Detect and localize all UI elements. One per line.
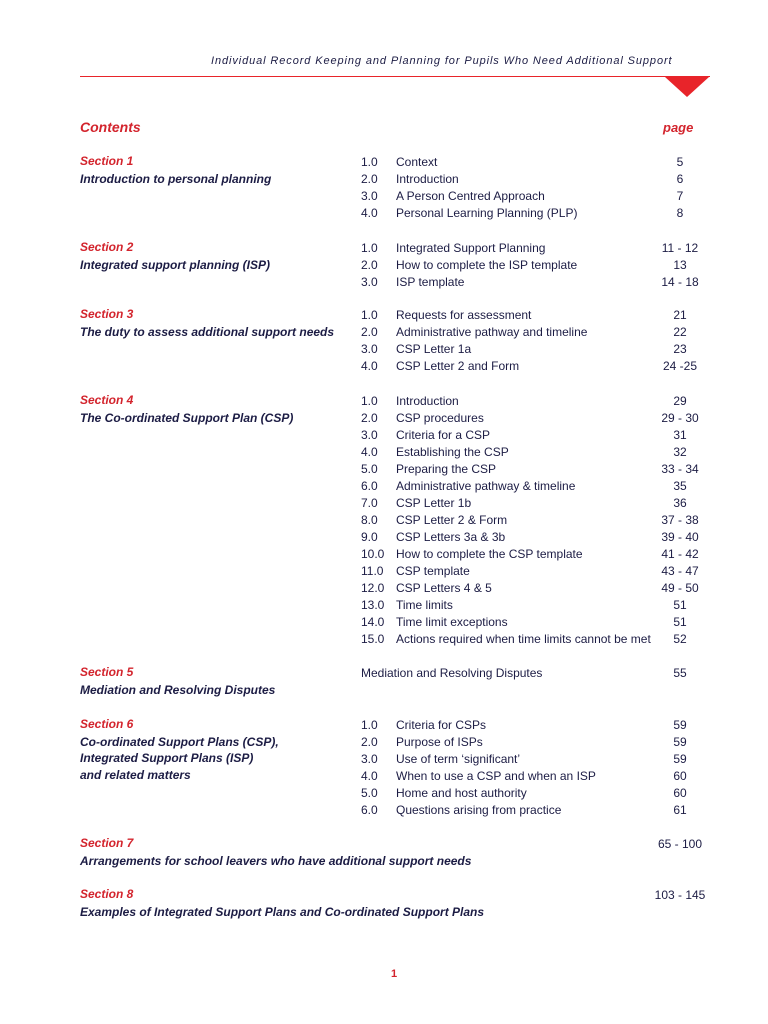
entry-title: CSP Letters 3a & 3b xyxy=(396,530,506,544)
toc-entry[interactable] xyxy=(0,580,768,597)
entry-number: 13.0 xyxy=(361,598,385,612)
entry-title: Personal Learning Planning (PLP) xyxy=(396,206,578,220)
entry-page: 49 - 50 xyxy=(661,581,699,595)
entry-page: 23 xyxy=(673,342,687,356)
entry-page: 35 xyxy=(673,479,687,493)
toc-entry[interactable] xyxy=(0,785,768,802)
toc-entry[interactable] xyxy=(0,307,768,324)
entry-page: 39 - 40 xyxy=(661,530,699,544)
entry-title: CSP Letters 4 & 5 xyxy=(396,581,492,595)
entry-title: CSP Letter 2 and Form xyxy=(396,359,520,373)
entry-title: CSP Letter 1b xyxy=(396,496,472,510)
entry-page: 29 xyxy=(673,394,687,408)
entry-title: Home and host authority xyxy=(396,786,527,800)
entry-page: 52 xyxy=(673,632,687,646)
toc-entry[interactable] xyxy=(0,563,768,580)
entry-title: CSP procedures xyxy=(396,411,484,425)
entry-number: 6.0 xyxy=(361,803,378,817)
toc-entry[interactable] xyxy=(0,257,768,274)
entry-page: 24 -25 xyxy=(662,359,698,373)
entry-page: 51 xyxy=(673,598,687,612)
entry-title: CSP Letter 1a xyxy=(396,342,472,356)
section-label[interactable]: Section 4 xyxy=(80,393,134,407)
entry-number: 10.0 xyxy=(361,547,385,561)
entry-number: 2.0 xyxy=(361,735,378,749)
entry-title: Establishing the CSP xyxy=(396,445,509,459)
entry-page: 55 xyxy=(673,666,687,680)
entry-title: How to complete the CSP template xyxy=(396,547,583,561)
entry-page: 11 - 12 xyxy=(661,241,699,255)
entry-number: 5.0 xyxy=(361,462,378,476)
toc-entry[interactable] xyxy=(0,597,768,614)
entry-page: 51 xyxy=(673,615,687,629)
entry-page: 37 - 38 xyxy=(661,513,699,527)
toc-entry[interactable] xyxy=(0,546,768,563)
toc-entry[interactable] xyxy=(0,427,768,444)
entry-number: 7.0 xyxy=(361,496,378,510)
toc-entry[interactable] xyxy=(0,393,768,410)
entry-title: Administrative pathway and timeline xyxy=(396,325,588,339)
entry-title: Integrated Support Planning xyxy=(396,241,546,255)
entry-page: 31 xyxy=(673,428,687,442)
entry-page: 22 xyxy=(673,325,687,339)
entry-number: 3.0 xyxy=(361,428,378,442)
entry-title: Questions arising from practice xyxy=(396,803,562,817)
section-label[interactable]: Section 2 xyxy=(80,240,134,254)
entry-page: 32 xyxy=(673,445,687,459)
entry-page: 60 xyxy=(673,786,687,800)
contents-heading: Contents xyxy=(80,119,141,135)
toc-entry[interactable] xyxy=(0,512,768,529)
toc-entry[interactable] xyxy=(0,410,768,427)
section-label[interactable]: Section 1 xyxy=(80,154,134,168)
entry-title: Time limit exceptions xyxy=(396,615,508,629)
entry-number: 4.0 xyxy=(361,206,378,220)
header-rule xyxy=(80,76,710,77)
entry-page: 6 xyxy=(676,172,684,186)
entry-title: Time limits xyxy=(396,598,453,612)
entry-number: 2.0 xyxy=(361,411,378,425)
entry-number: 3.0 xyxy=(361,275,378,289)
toc-entry[interactable] xyxy=(0,802,768,819)
entry-page: 33 - 34 xyxy=(661,462,699,476)
entry-page: 8 xyxy=(676,206,684,220)
entry-number: 4.0 xyxy=(361,359,378,373)
entry-title: Context xyxy=(396,155,438,169)
section-page: 103 - 145 xyxy=(654,888,706,902)
toc-entry[interactable] xyxy=(0,358,768,375)
entry-page: 5 xyxy=(676,155,684,169)
entry-title: Use of term ‘significant’ xyxy=(396,752,521,766)
toc-entry[interactable] xyxy=(0,631,768,648)
entry-title: Administrative pathway & timeline xyxy=(396,479,576,493)
entry-title: Requests for assessment xyxy=(396,308,532,322)
entry-page: 41 - 42 xyxy=(661,547,699,561)
toc-entry[interactable] xyxy=(0,495,768,512)
entry-title: Introduction xyxy=(396,172,459,186)
entry-number: 9.0 xyxy=(361,530,378,544)
header-title: Individual Record Keeping and Planning for Pupils Who Need Additional Support xyxy=(211,55,673,67)
toc-entry[interactable] xyxy=(0,205,768,222)
entry-number: 4.0 xyxy=(361,445,378,459)
entry-number: 3.0 xyxy=(361,752,378,766)
entry-number: 2.0 xyxy=(361,172,378,186)
entry-title: Purpose of ISPs xyxy=(396,735,483,749)
entry-page: 59 xyxy=(673,718,687,732)
entry-number: 12.0 xyxy=(361,581,385,595)
entry-page: 60 xyxy=(673,769,687,783)
entry-page: 29 - 30 xyxy=(661,411,699,425)
toc-entry[interactable] xyxy=(0,478,768,495)
section-subtitle: Examples of Integrated Support Plans and Co-ordinated Support Plans xyxy=(80,905,485,919)
entry-page: 14 - 18 xyxy=(661,275,699,289)
section-page: 65 - 100 xyxy=(657,837,703,851)
section-label[interactable]: Section 7 xyxy=(80,836,134,850)
entry-number: 6.0 xyxy=(361,479,378,493)
toc-entry[interactable] xyxy=(0,324,768,341)
entry-page: 13 xyxy=(673,258,687,272)
entry-number: 1.0 xyxy=(361,718,378,732)
section-subtitle: Mediation and Resolving Disputes xyxy=(80,683,276,697)
entry-number: 8.0 xyxy=(361,513,378,527)
toc-entry[interactable] xyxy=(0,734,768,751)
toc-entry[interactable] xyxy=(0,188,768,205)
toc-entry[interactable] xyxy=(0,751,768,768)
entry-number: 1.0 xyxy=(361,155,378,169)
entry-title: Criteria for a CSP xyxy=(396,428,491,442)
entry-number: 3.0 xyxy=(361,342,378,356)
toc-entry[interactable] xyxy=(0,444,768,461)
toc-entry[interactable] xyxy=(0,768,768,785)
entry-title: Introduction xyxy=(396,394,459,408)
entry-page: 43 - 47 xyxy=(661,564,699,578)
section-subtitle: Arrangements for school leavers who have additional support needs xyxy=(80,854,472,868)
section-subtitle: Co-ordinated Support Plans (CSP), xyxy=(80,735,279,749)
entry-title: A Person Centred Approach xyxy=(396,189,545,203)
entry-title: ISP template xyxy=(396,275,465,289)
entry-page: 36 xyxy=(673,496,687,510)
section-label[interactable]: Section 5 xyxy=(80,665,134,679)
toc-entry[interactable] xyxy=(0,341,768,358)
entry-number: 4.0 xyxy=(361,769,378,783)
entry-number: 1.0 xyxy=(361,394,378,408)
section-subtitle: Introduction to personal planning xyxy=(80,172,272,186)
header-triangle-marker xyxy=(665,77,709,97)
toc-entry[interactable] xyxy=(0,665,768,682)
toc-entry[interactable] xyxy=(0,274,768,291)
toc-entry[interactable] xyxy=(0,529,768,546)
section-subtitle: and related matters xyxy=(80,768,191,782)
section-subtitle: The Co-ordinated Support Plan (CSP) xyxy=(80,411,294,425)
entry-title: Actions required when time limits cannot be met xyxy=(396,632,651,646)
page-column-heading: page xyxy=(663,120,694,135)
section-label[interactable]: Section 8 xyxy=(80,887,134,901)
entry-number: 15.0 xyxy=(361,632,385,646)
footer-page-number: 1 xyxy=(390,968,398,980)
toc-entry[interactable] xyxy=(0,240,768,257)
entry-page: 61 xyxy=(673,803,687,817)
entry-number: 2.0 xyxy=(361,325,378,339)
entry-number: 1.0 xyxy=(361,308,378,322)
entry-page: 59 xyxy=(673,735,687,749)
entry-number: 5.0 xyxy=(361,786,378,800)
toc-entry[interactable] xyxy=(0,154,768,171)
entry-title: Mediation and Resolving Disputes xyxy=(361,666,543,680)
entry-title: CSP Letter 2 & Form xyxy=(396,513,508,527)
entry-title: CSP template xyxy=(396,564,470,578)
toc-entry[interactable] xyxy=(0,614,768,631)
toc-entry[interactable] xyxy=(0,717,768,734)
section-label[interactable]: Section 6 xyxy=(80,717,134,731)
entry-number: 11.0 xyxy=(361,564,384,578)
toc-entry[interactable] xyxy=(0,461,768,478)
entry-number: 1.0 xyxy=(361,241,378,255)
toc-entry[interactable] xyxy=(0,171,768,188)
entry-page: 21 xyxy=(673,308,687,322)
section-label[interactable]: Section 3 xyxy=(80,307,134,321)
section-subtitle: Integrated Support Plans (ISP) xyxy=(80,751,254,765)
entry-title: When to use a CSP and when an ISP xyxy=(396,769,596,783)
entry-number: 14.0 xyxy=(361,615,385,629)
entry-title: Criteria for CSPs xyxy=(396,718,487,732)
entry-number: 3.0 xyxy=(361,189,378,203)
section-subtitle: The duty to assess additional support needs xyxy=(80,325,335,339)
section-subtitle: Integrated support planning (ISP) xyxy=(80,258,270,272)
entry-page: 59 xyxy=(673,752,687,766)
entry-title: Preparing the CSP xyxy=(396,462,497,476)
entry-number: 2.0 xyxy=(361,258,378,272)
entry-page: 7 xyxy=(676,189,684,203)
entry-title: How to complete the ISP template xyxy=(396,258,578,272)
